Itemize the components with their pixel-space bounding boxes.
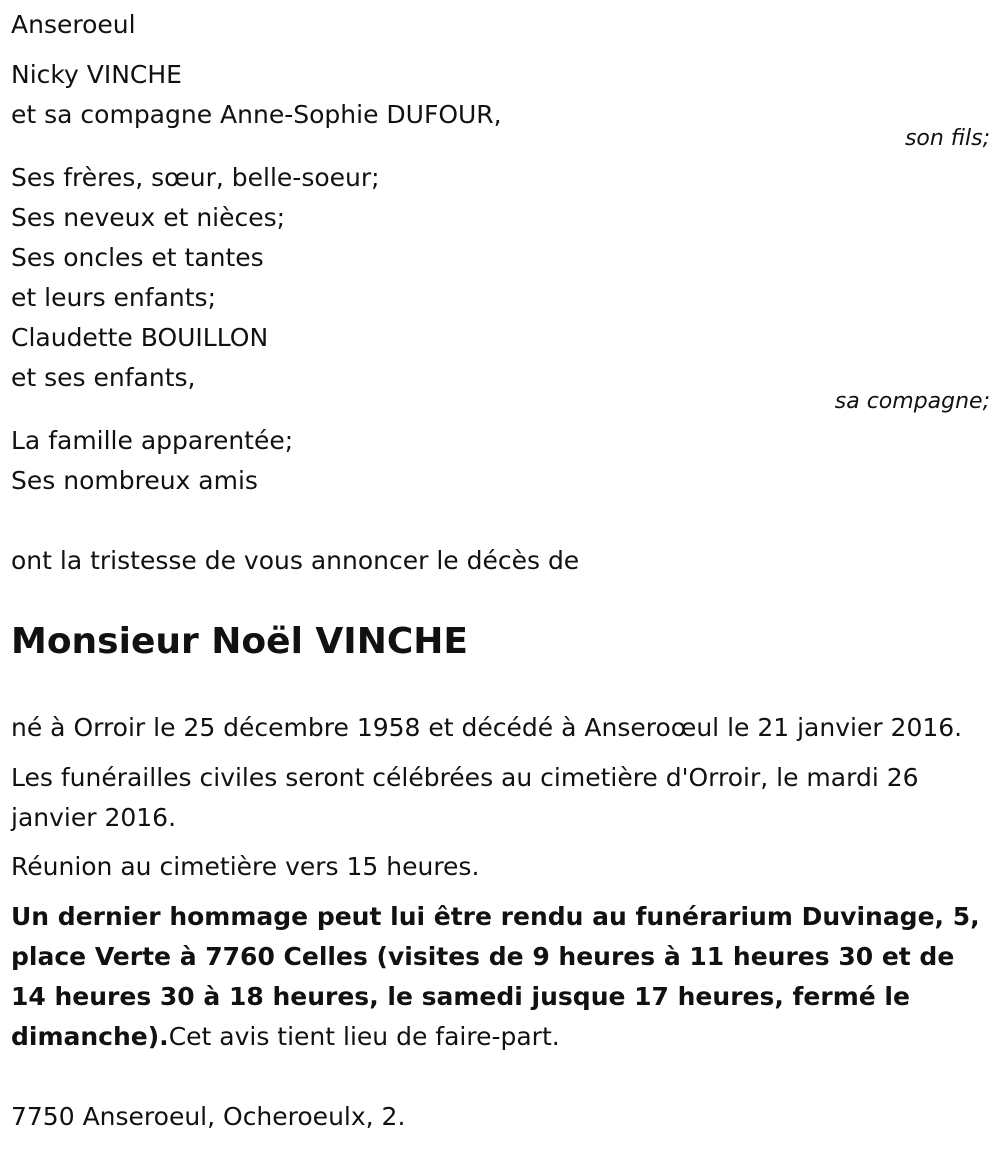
partner-role: sa compagne; [834,389,990,414]
son-partner: et sa compagne Anne-Sophie DUFOUR, [11,100,502,129]
siblings-line: Ses frères, sœur, belle-soeur; [11,163,380,192]
partner-children: et ses enfants, [11,363,196,392]
relatives-line: La famille apparentée; [11,426,294,455]
funeral-paragraph: Les funérailles civiles seront célébrées au cimetière d'Orroir, le mardi 26 janvier 2016. [11,763,919,832]
address-line: 7750 Anseroeul, Ocheroeulx, 2. [11,1102,406,1131]
nephews-line: Ses neveux et nièces; [11,203,286,232]
son-name: Nicky VINCHE [11,60,182,89]
birth-death-line: né à Orroir le 25 décembre 1958 et décédé à Anseroœul le 21 janvier 2016. [11,713,963,742]
deceased-name: Monsieur Noël VINCHE [11,621,468,662]
uncles-children-line: et leurs enfants; [11,283,216,312]
tribute-paragraph [11,897,986,1057]
tribute-text: Un dernier hommage peut lui être rendu au funérarium Duvinage, 5, place Verte à 7760 Celles (visites de 9 heures à 11 heures 30 et de 14 heures 30 à 18 heures, le samedi jusque 17 heures, fermé le dimanche). [11,902,980,1051]
uncles-line: Ses oncles et tantes [11,243,264,272]
partner-name: Claudette BOUILLON [11,323,269,352]
announcement-text: ont la tristesse de vous annoncer le décès de [11,546,580,575]
notice-text: Cet avis tient lieu de faire-part. [168,1022,560,1051]
son-role: son fils; [904,126,990,151]
place-header: Anseroeul [11,10,136,39]
friends-line: Ses nombreux amis [11,466,258,495]
meeting-line: Réunion au cimetière vers 15 heures. [11,852,480,881]
